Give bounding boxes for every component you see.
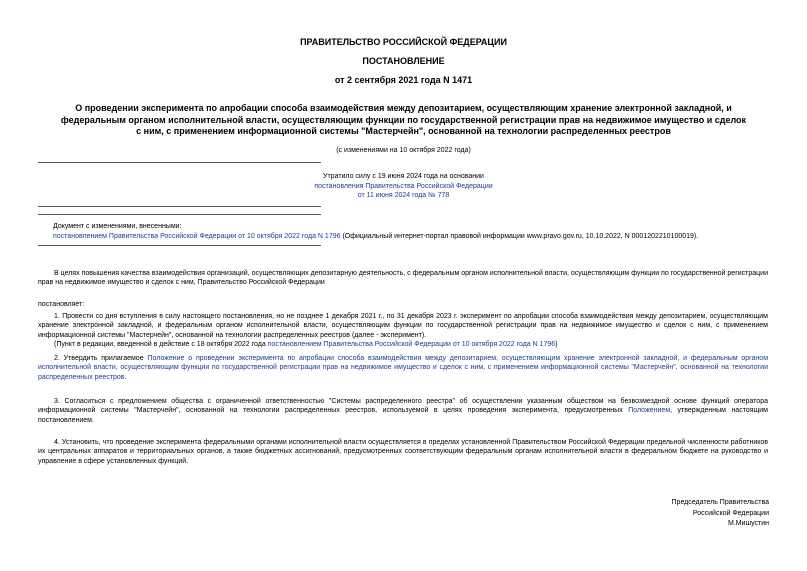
regulation-link[interactable]: Положение о проведении эксперимента по апробации способа взаимодействия между депозитарием, осуществляющим хранение электронной закладной, и федеральным органом исполнительной власти, осуществляющим функции по государственной регистрации прав на недвижимое имущество и сделок с ним, с применением информационной системы "Мастерчейн", основанной на технологии распределенных реестров bbox=[38, 355, 769, 381]
document-changes-label: Документ с изменениями, внесенными: bbox=[53, 223, 182, 230]
item-1: 1. Провести со дня вступления в силу настоящего постановления, но не позднее 1 декабря 2021 г., по 31 декабря 2023 г. эксперимент по апробации способа взаимодействия между депозитарием, осуществляющим хранение электронной закладной, и федеральным органом исполнительной власти, осуществляющим функции по государственной регистрации прав на недвижимое имущество и сделок с ним, с применением информационной системы "Мастерчейн", основанной на технологии распределенных реестров (далее - эксперимент). (Пункт в редакции, введенной в действие с 18 октября 2022 года постановлением Правительства Российской Федерации от 10 октября 2022 года N 1796) bbox=[38, 313, 768, 349]
item-1-note: (Пункт в редакции, введенной в действие с 18 октября 2022 года постановлением Правительства Российской Федерации от 10 октября 2022 года N 1796) bbox=[54, 341, 558, 349]
amendment-source: (Официальный интернет-портал правовой информации www.pravo.gov.ru, 10.10.2022, N 0001202210100019). bbox=[340, 232, 699, 240]
divider bbox=[38, 162, 321, 163]
decides-label: постановляет: bbox=[38, 301, 85, 308]
document-title: О проведении эксперимента по апробации способа взаимодействия между депозитарием, осуществляющим хранение электронной закладной, и федеральным органом исполнительной власти, осуществляющим функции по государственной регистрации прав на недвижимое имущество и сделок с ним, с применением информационной системы "Мастерчейн", основанной на технологии распределенных реестров bbox=[60, 103, 747, 136]
item-2: 2. Утвердить прилагаемое Положение о проведении эксперимента по апробации способа взаимодействия между депозитарием, осуществляющим хранение электронной закладной, и федеральным органом исполнительной власти, осуществляющим функции по государственной регистрации прав на недвижимое имущество и сделок с ним, с применением информационной системы "Мастерчейн", основанной на технологии распределенных реестров. bbox=[38, 355, 769, 381]
changes-note: (с изменениями на 10 октября 2022 года) bbox=[336, 147, 471, 154]
lost-force-link-1[interactable]: постановления Правительства Российской Федерации bbox=[314, 182, 493, 190]
government-heading: ПРАВИТЕЛЬСТВО РОССИЙСКОЙ ФЕДЕРАЦИИ bbox=[300, 37, 507, 47]
regulation-short-link[interactable]: Положением bbox=[628, 407, 671, 415]
doc-type-heading: ПОСТАНОВЛЕНИЕ bbox=[362, 56, 445, 66]
lost-force-link-2[interactable]: от 11 июня 2024 года № 778 bbox=[357, 192, 450, 199]
date-number-heading: от 2 сентября 2021 года N 1471 bbox=[334, 75, 473, 85]
item-3: 3. Согласиться с предложением общества с ограниченной ответственностью "Системы распределенного реестра" об осуществлении указанным обществом на безвозмездной основе функций оператора информационной системы "Мастерчейн", основанной на технологии распределенных реестров, используемой в целях проведения эксперимента, предусмотренных Положением, утвержденным настоящим постановлением. bbox=[38, 398, 768, 424]
preamble: В целях повышения качества взаимодействия организаций, осуществляющих депозитарную деятельность, с федеральным органом исполнительной власти, осуществляющим функции по государственной регистрации прав на недвижимое имущество и сделок с ним, Правительство Российской Федерации bbox=[38, 270, 768, 287]
amendment-link[interactable]: постановлением Правительства Российской Федерации от 10 октября 2022 года N 1796 bbox=[53, 232, 341, 240]
divider bbox=[38, 245, 321, 246]
document-changes-block bbox=[53, 222, 793, 241]
item-4: 4. Установить, что проведение эксперимента федеральными органами исполнительной власти осуществляется в пределах установленной Правительством Российской Федерации предельной численности работников их центральных аппаратов и территориальных органов, а также бюджетных ассигнований, предусмотренных соответствующим федеральным органам исполнительной власти в федеральном бюджете на руководство и управление в сфере установленных функций. bbox=[38, 439, 768, 465]
item-1-note-link[interactable]: постановлением Правительства Российской Федерации от 10 октября 2022 года N 1796 bbox=[267, 341, 556, 349]
lost-force-block bbox=[0, 172, 807, 201]
lost-force-text: Утратило силу с 19 июня 2024 года на основании bbox=[323, 173, 484, 180]
signature-position: Председатель Правительства bbox=[671, 499, 769, 506]
signature-position-2: Российской Федерации bbox=[692, 509, 769, 517]
divider bbox=[38, 214, 321, 215]
signature-block bbox=[672, 498, 769, 530]
signature-name: М.Мишустин bbox=[727, 520, 769, 527]
divider bbox=[38, 206, 321, 207]
